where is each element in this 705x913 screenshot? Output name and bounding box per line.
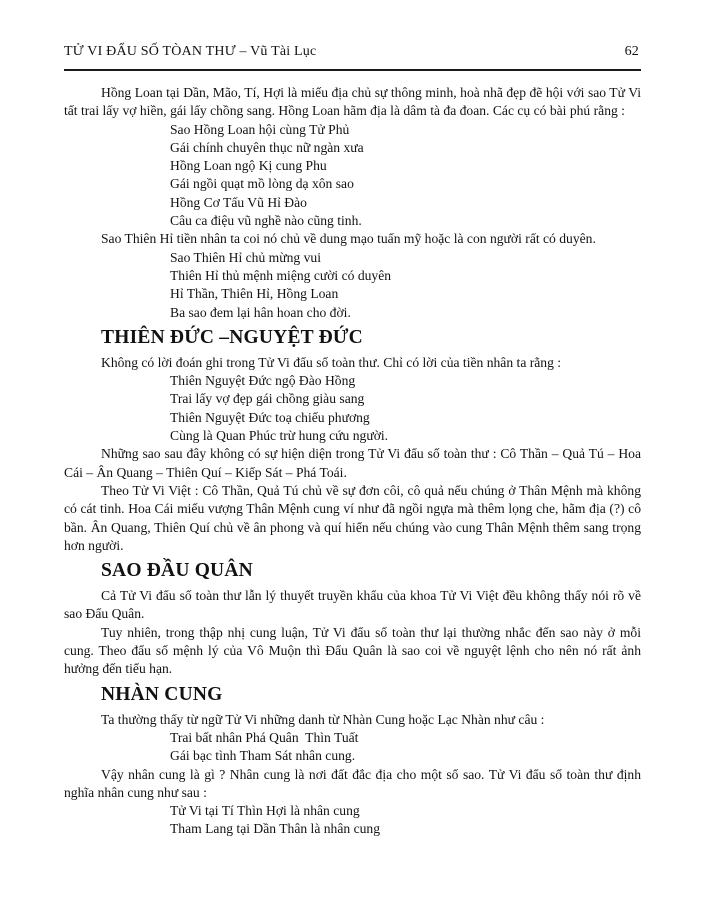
verse-block bbox=[64, 729, 641, 766]
verse-line: Sao Thiên Hỉ chủ mừng vui bbox=[170, 249, 321, 265]
verse-line: Thiên Hỉ thủ mệnh miệng cười có duyên bbox=[170, 267, 392, 283]
header-rule bbox=[64, 69, 641, 71]
verse-block bbox=[64, 121, 641, 231]
paragraph: Theo Tử Vi Việt : Cô Thần, Quả Tú chủ về sự đơn côi, cô quả nếu chúng ở Thân Mệnh mà không có cát tinh. Hoa Cái miếu vượng Thân Mệnh cung ví như đã ngồi ngựa mà thêm lọng che, hãm địa (?) cô bần. Ân Quang, Thiên Quí chủ về ân phong và quí hiển nếu chúng vào cung Thân Mệnh thêm sang trọng hơn người. bbox=[64, 482, 641, 553]
verse-line: Sao Hồng Loan hội cùng Tử Phủ bbox=[170, 121, 350, 137]
verse-line: Câu ca điệu vũ nghề nào cũng tinh. bbox=[170, 213, 362, 229]
page-content bbox=[64, 84, 641, 839]
paragraph: Vậy nhân cung là gì ? Nhân cung là nơi đất đắc địa cho một số sao. Tử Vi đẩu số toàn thư định nghĩa nhân cung như sau : bbox=[64, 766, 641, 800]
verse-line: Thiên Nguyệt Đức ngộ Đào Hồng bbox=[170, 373, 356, 389]
verse-block bbox=[64, 802, 641, 839]
paragraph: Tuy nhiên, trong thập nhị cung luận, Tử Vi đẩu số toàn thư lại thường nhắc đến sao này ở mỗi cung. Theo đẩu số mệnh lý của Vô Muộn thì Đẩu Quân là sao coi về nguyệt lệnh cho nên nó rất ảnh hưởng đến tiểu hạn. bbox=[64, 624, 641, 677]
paragraph: Ta thường thấy từ ngữ Tử Vi những danh từ Nhàn Cung hoặc Lạc Nhàn như câu : bbox=[101, 711, 545, 727]
verse-block bbox=[64, 372, 641, 445]
section-heading: THIÊN ĐỨC –NGUYỆT ĐỨC bbox=[101, 326, 363, 348]
verse-line: Hồng Cơ Tấu Vũ Hỉ Đào bbox=[170, 194, 307, 210]
page-number: 62 bbox=[624, 44, 639, 59]
paragraph: Không có lời đoán ghi trong Tử Vi đẩu số toàn thư. Chỉ có lời của tiền nhân ta rằng : bbox=[101, 354, 562, 370]
paragraph: Hồng Loan tại Dần, Mão, Tí, Hợi là miếu địa chủ sự thông minh, hoà nhã đẹp đẽ hội với sao Tử Vi tất trai lấy vợ hiền, gái lấy chồng sang. Hồng Loan hãm địa là dâm tà đa đoan. Các cụ có bài phú rằng : bbox=[64, 85, 641, 119]
section-heading: NHÀN CUNG bbox=[101, 683, 223, 705]
paragraph: Những sao sau đây không có sự hiện diện trong Tử Vi đẩu số toàn thư : Cô Thần – Quả Tú – Hoa Cái – Ân Quang – Thiên Quí – Kiếp Sát – Phá Toái. bbox=[64, 446, 641, 480]
paragraph: Cả Tử Vi đẩu số toàn thư lẫn lý thuyết truyền khẩu của khoa Tử Vi Việt đều không thấy nói rõ về sao Đẩu Quân. bbox=[64, 588, 641, 622]
verse-line: Gái ngồi quạt mồ lòng dạ xôn sao bbox=[170, 176, 354, 192]
running-header bbox=[64, 44, 641, 60]
verse-line: Gái chính chuyên thục nữ ngàn xưa bbox=[170, 139, 364, 155]
verse-line: Thiên Nguyệt Đức toạ chiếu phương bbox=[170, 409, 370, 425]
verse-line: Tử Vi tại Tí Thìn Hợi là nhân cung bbox=[170, 803, 360, 819]
book-title: TỬ VI ĐẨU SỐ TÒAN THƯ – Vũ Tài Lục bbox=[64, 44, 317, 59]
verse-line: Cùng là Quan Phúc trừ hung cứu người. bbox=[170, 428, 389, 444]
verse-line: Ba sao đem lại hân hoan cho đời. bbox=[170, 304, 351, 320]
verse-line: Gái bạc tình Tham Sát nhân cung. bbox=[170, 748, 356, 764]
verse-line: Trai bất nhân Phá Quân Thìn Tuất bbox=[170, 729, 359, 745]
verse-line: Hỉ Thần, Thiên Hỉ, Hồng Loan bbox=[170, 286, 339, 302]
section-heading: SAO ĐẦU QUÂN bbox=[101, 560, 253, 582]
verse-line: Hồng Loan ngộ Kị cung Phu bbox=[170, 158, 327, 174]
verse-line: Trai lấy vợ đẹp gái chồng giàu sang bbox=[170, 391, 365, 407]
verse-block bbox=[64, 249, 641, 322]
paragraph: Sao Thiên Hỉ tiền nhân ta coi nó chủ về dung mạo tuấn mỹ hoặc là con người rất có duyên. bbox=[101, 231, 596, 247]
verse-line: Tham Lang tại Dần Thân là nhân cung bbox=[170, 821, 381, 837]
